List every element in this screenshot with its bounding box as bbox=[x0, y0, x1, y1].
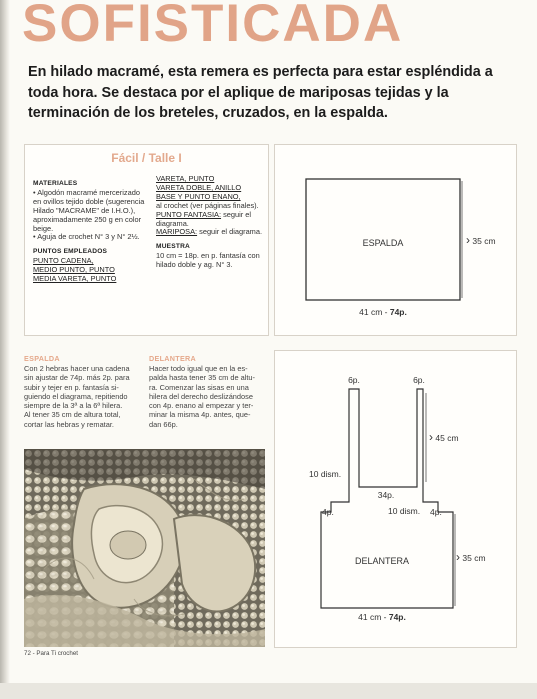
mariposa-label: MARIPOSA: bbox=[156, 227, 198, 237]
punto-line: VARETA, PUNTO bbox=[156, 174, 215, 183]
espalda-label: ESPALDA bbox=[362, 238, 404, 248]
text-line: Al tener 35 cm de altura total, bbox=[24, 410, 121, 420]
text-line: subir y tejer en p. fantasía si- bbox=[24, 382, 119, 392]
text-line: sin ajustar de 74p. más 2p. para bbox=[24, 373, 130, 383]
punto-line: VARETA DOBLE, ANILLO bbox=[156, 182, 242, 192]
page-bottom-edge bbox=[0, 683, 537, 699]
info-column-left bbox=[33, 180, 145, 284]
materiales-item-hook: • Aguja de crochet N° 3 y N° 2½. bbox=[33, 232, 140, 242]
crochet-butterfly-photo bbox=[24, 449, 265, 647]
delantera-instructions bbox=[149, 364, 269, 429]
text-line: cortar las hebras y rematar. bbox=[24, 419, 114, 429]
fantasia-label: PUNTO FANTASIA: bbox=[156, 209, 222, 219]
text-line: hilera del derecho deslizándose bbox=[149, 391, 253, 401]
delantera-diagram-box bbox=[274, 350, 517, 648]
center-stitches: 34p. bbox=[377, 490, 395, 500]
text-line: Hacer todo igual que en la es- bbox=[149, 364, 248, 373]
text-line: Con 2 hebras hacer una cadena bbox=[24, 364, 130, 373]
espalda-instructions bbox=[24, 364, 149, 429]
intro-paragraph: En hilado macramé, esta remera es perfecta para estar espléndida a toda hora. Se destaca por el aplique de mariposas tejidas y la terminación de los breteles, cruzados, en la espalda. bbox=[28, 64, 493, 121]
page-footer: 72 - Para Ti crochet bbox=[24, 650, 78, 657]
dism-right-label: 10 dism. bbox=[388, 506, 421, 516]
espalda-diagram bbox=[275, 145, 516, 335]
puntos-heading: PUNTOS EMPLEADOS bbox=[33, 248, 108, 256]
text-line: guiendo el diagrama, repitiendo bbox=[24, 391, 128, 401]
side-left-label: 4p. bbox=[322, 507, 334, 517]
page-binding-shadow bbox=[0, 0, 10, 699]
punto-line: BASE Y PUNTO ENANO, bbox=[156, 191, 241, 201]
text-line: siempre de la 3ª a la 6ª hilera. bbox=[24, 401, 123, 411]
punto-line: MEDIA VARETA, PUNTO bbox=[33, 274, 117, 284]
espalda-diagram-box bbox=[274, 144, 517, 336]
delantera-diagram bbox=[275, 351, 516, 647]
page-title: SOFISTICADA bbox=[22, 0, 404, 53]
muestra-heading: MUESTRA bbox=[156, 243, 191, 251]
text-line: minar la misma 4p. antes, que- bbox=[149, 410, 251, 420]
punto-line: MEDIO PUNTO, PUNTO bbox=[33, 265, 115, 275]
materiales-heading: MATERIALES bbox=[33, 180, 78, 187]
text-line: palda hasta tener 35 cm de altu- bbox=[149, 373, 255, 383]
pattern-info-box bbox=[24, 144, 269, 336]
delantera-heading: DELANTERA bbox=[149, 354, 197, 363]
espalda-width: 41 cm - 74p. bbox=[359, 307, 407, 317]
punto-line: PUNTO CADENA, bbox=[33, 256, 94, 266]
materiales-item-yarn: • Algodón macramé mercerizado en ovillos tejido doble (sugerencia Hilado "MACRAME" de I.H.O.), aproximadamente 250 g en color beige. bbox=[33, 187, 145, 233]
puntos-note: al crochet (ver páginas finales). bbox=[156, 200, 259, 210]
body-height: › 35 cm bbox=[456, 550, 486, 564]
text-line: dan 66p. bbox=[149, 419, 178, 429]
muestra-text: 10 cm = 18p. en p. fantasía con hilado doble y ag. N° 3. bbox=[156, 251, 260, 270]
text-line: con 4p. enano al empezar y ter- bbox=[149, 401, 254, 411]
delantera-label: DELANTERA bbox=[354, 556, 410, 566]
fantasia-text: seguir el diagrama. bbox=[156, 209, 252, 228]
dism-left-label: 10 dism. bbox=[309, 469, 342, 479]
strap-right-label: 6p. bbox=[413, 375, 425, 385]
difficulty-size: Fácil / Talle I bbox=[111, 151, 182, 165]
strap-left-label: 6p. bbox=[348, 375, 360, 385]
delantera-width: 41 cm - 74p. bbox=[358, 612, 406, 622]
side-right-label: 4p. bbox=[430, 507, 442, 517]
espalda-height: › 35 cm bbox=[466, 233, 496, 247]
info-column-right bbox=[156, 175, 264, 270]
text-line: ra. Comenzar las sisas en una bbox=[149, 382, 249, 392]
strap-height: › 45 cm bbox=[429, 430, 459, 444]
mariposa-text: seguir el diagrama. bbox=[199, 227, 262, 237]
espalda-heading: ESPALDA bbox=[24, 354, 60, 363]
